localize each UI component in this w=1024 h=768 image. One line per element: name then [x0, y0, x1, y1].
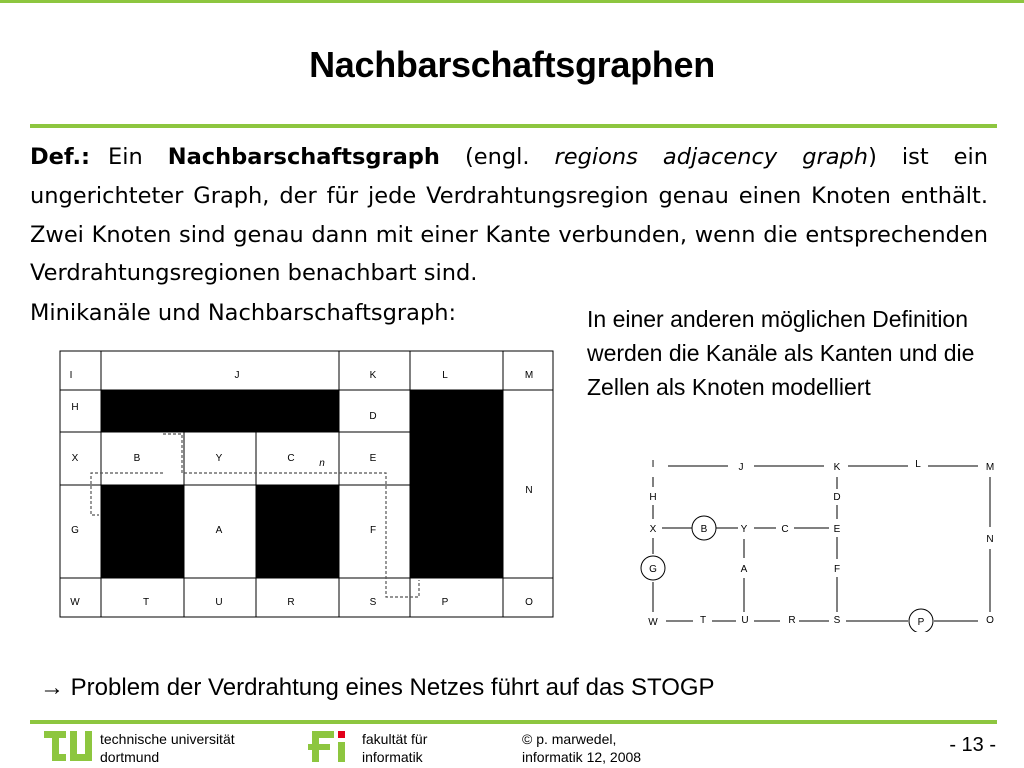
definition-paren-open: (engl. — [464, 144, 555, 170]
node-label: E — [833, 524, 841, 535]
fi-logo-icon — [308, 728, 356, 764]
cell-label: P — [441, 597, 449, 608]
cell-label: H — [71, 402, 79, 413]
university-name — [100, 730, 235, 766]
minichannel-grid — [59, 350, 555, 620]
university-line-2: dortmund — [100, 749, 160, 765]
university-line-1: technische universität — [100, 731, 235, 747]
cell-label: I — [69, 370, 73, 381]
right-arrow-icon: → — [40, 674, 64, 701]
slide-title: Nachbarschaftsgraphen — [309, 44, 715, 85]
node-label: H — [649, 492, 657, 503]
graph-edges — [653, 466, 990, 621]
cell-label: T — [142, 597, 150, 608]
cell-label: U — [215, 597, 223, 608]
net-label: n — [319, 458, 325, 469]
conclusion-text: Problem der Verdrahtung eines Netzes führt auf das STOGP — [64, 674, 715, 701]
adjacency-graph — [636, 452, 1006, 632]
definition-term-english: regions adjacency graph — [554, 144, 869, 170]
footer — [0, 724, 1024, 768]
tu-logo-icon — [44, 728, 94, 764]
cell-label: L — [442, 370, 448, 381]
cell-label: X — [71, 453, 79, 464]
node-label: D — [833, 492, 841, 503]
node-label: S — [833, 615, 841, 626]
cell-label: M — [524, 370, 534, 381]
cell-label: K — [369, 370, 377, 381]
figure-caption: Minikanäle und Nachbarschaftsgraph: — [30, 300, 457, 326]
node-label: O — [986, 615, 994, 626]
node-label: X — [649, 524, 657, 535]
cell-label: F — [369, 525, 377, 536]
cell-label: S — [369, 597, 377, 608]
definition-intro: Ein — [108, 144, 143, 170]
cell-label: D — [369, 411, 377, 422]
blocked-cell — [101, 485, 184, 578]
cell-label: Y — [215, 453, 223, 464]
node-label: R — [788, 615, 796, 626]
top-accent-rule — [0, 0, 1024, 3]
node-label: W — [648, 617, 658, 628]
cell-label: N — [525, 485, 533, 496]
node-label: K — [833, 462, 841, 473]
node-label: T — [699, 615, 707, 626]
title-rule — [30, 124, 997, 128]
node-label: N — [986, 534, 994, 545]
copyright-line-2: informatik 12, 2008 — [522, 749, 642, 765]
page-number: - 13 - — [949, 734, 996, 756]
node-label: Y — [740, 524, 748, 535]
node-label: U — [741, 615, 749, 626]
definition-label: Def.: — [30, 144, 91, 170]
node-label: B — [700, 524, 708, 535]
node-label: A — [740, 564, 748, 575]
cell-label: B — [133, 453, 141, 464]
node-label: P — [917, 617, 925, 628]
definition-paren-close: ) — [868, 144, 877, 170]
definition-paragraph — [30, 138, 988, 293]
copyright-line-1: © p. marwedel, — [522, 731, 617, 747]
node-label: J — [738, 462, 744, 473]
faculty-name — [362, 730, 427, 766]
node-label: F — [833, 564, 841, 575]
cell-label: J — [234, 370, 240, 381]
node-label: C — [781, 524, 789, 535]
definition-body: ist ein ungerichteter Graph, der für jede Verdrahtungsregion genau einen Knoten enthält. Zwei Knoten sind genau dann mit einer Kante verbunden, wenn die entsprechenden Verdrahtungsregionen benachbart sind. — [30, 144, 989, 287]
faculty-line-2: informatik — [362, 749, 423, 765]
side-note: In einer anderen möglichen Definition werden die Kanäle als Kanten und die Zellen als Knoten modelliert — [587, 306, 975, 400]
node-label: I — [651, 459, 655, 470]
blocked-cell — [101, 390, 339, 432]
conclusion-line — [40, 674, 715, 702]
blocked-cell — [256, 485, 339, 578]
cell-label: G — [71, 525, 79, 536]
cell-label: R — [287, 597, 295, 608]
cell-label: O — [525, 597, 533, 608]
node-label: G — [649, 564, 657, 575]
cell-label: C — [287, 453, 295, 464]
blocked-cell — [410, 390, 503, 578]
node-label: L — [915, 459, 921, 470]
cell-label: E — [369, 453, 377, 464]
copyright-block — [522, 730, 641, 766]
node-label: M — [985, 462, 995, 473]
cell-label: W — [70, 597, 80, 608]
definition-term: Nachbarschaftsgraph — [167, 144, 440, 170]
faculty-line-1: fakultät für — [362, 731, 428, 747]
cell-label: A — [215, 525, 223, 536]
